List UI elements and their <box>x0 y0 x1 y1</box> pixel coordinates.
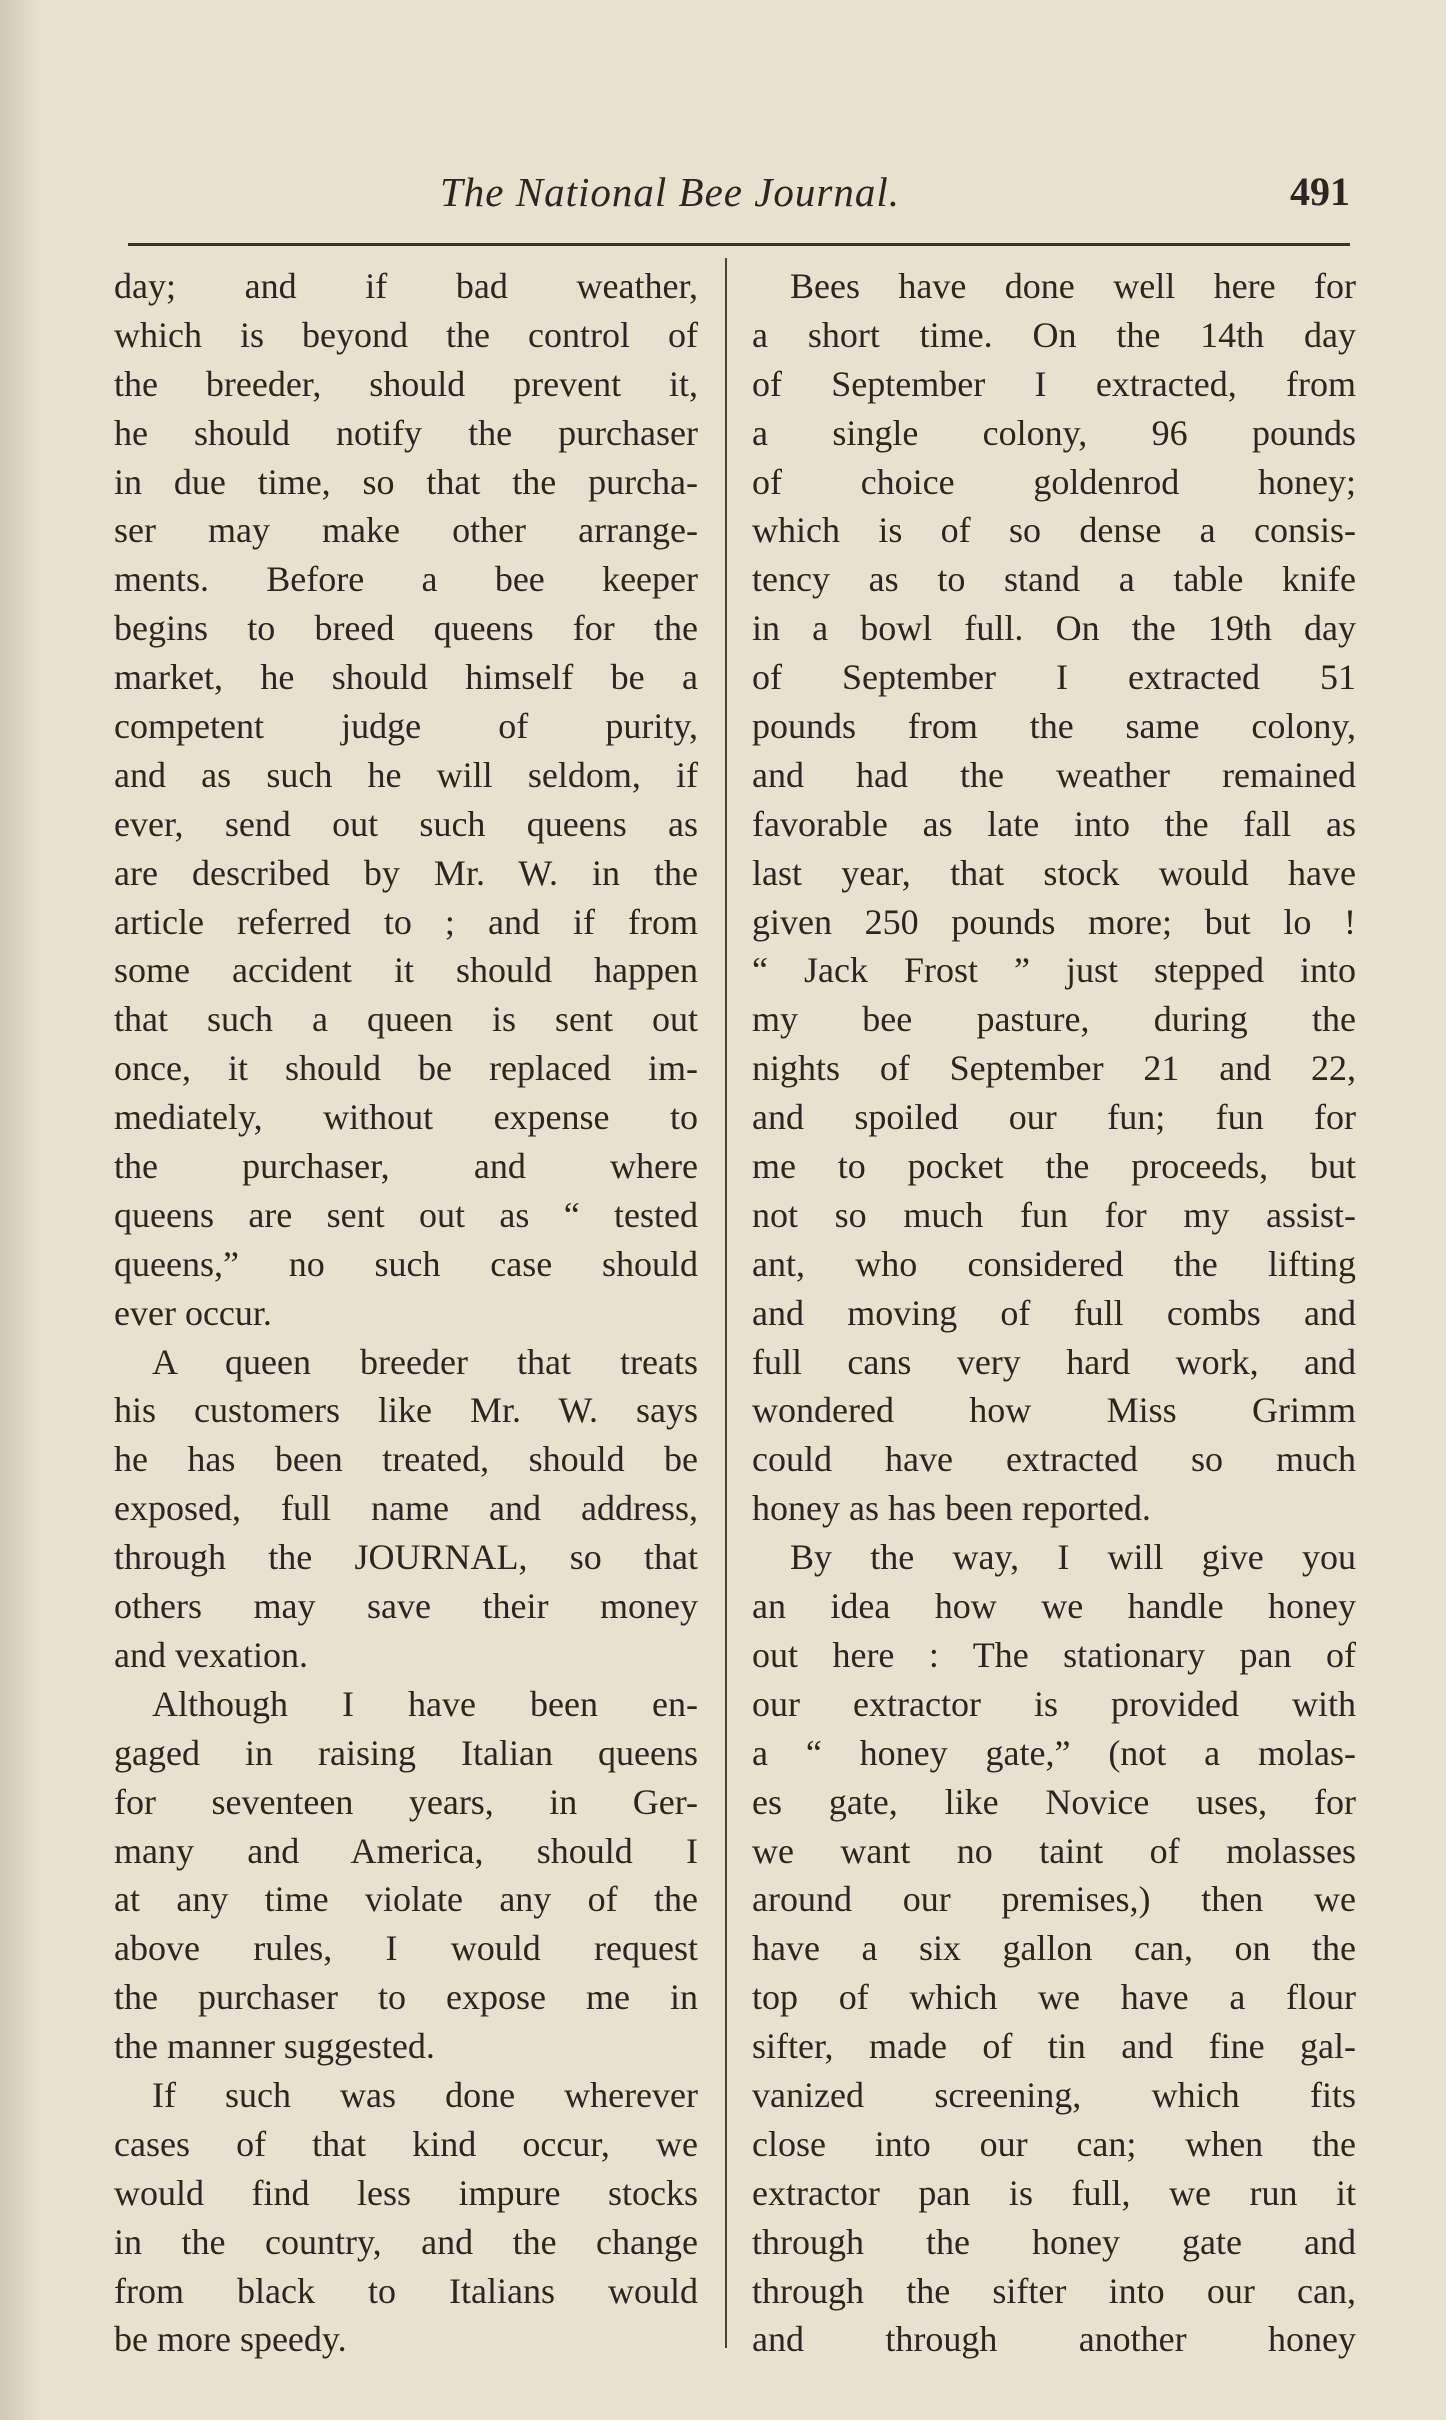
text-line: the breeder, should prevent it, <box>114 363 698 404</box>
text-line: queens,” no such case should <box>114 1243 698 1284</box>
text-line: a single colony, 96 pounds <box>752 412 1356 453</box>
text-line: and had the weather remained <box>752 754 1356 795</box>
text-line: around our premises,) then we <box>752 1879 1356 1920</box>
text-line: exposed, full name and address, <box>114 1488 698 1529</box>
text-line: ser may make other arrange- <box>114 510 698 551</box>
text-line: above rules, I would request <box>114 1928 698 1969</box>
text-line: nights of September 21 and 22, <box>752 1048 1356 1089</box>
text-line: By the way, I will give you <box>790 1537 1356 1578</box>
text-line: my bee pasture, during the <box>752 999 1356 1040</box>
text-line: of choice goldenrod honey; <box>752 461 1356 502</box>
text-line: and vexation. <box>114 1634 308 1675</box>
text-line: given 250 pounds more; but lo ! <box>752 901 1356 942</box>
text-line: of September I extracted, from <box>752 363 1356 404</box>
text-line: ever, send out such queens as <box>114 803 698 844</box>
text-line: market, he should himself be a <box>114 657 698 698</box>
text-line: close into our can; when the <box>752 2123 1356 2164</box>
text-line: me to pocket the proceeds, but <box>752 1146 1356 1187</box>
journal-title: The National Bee Journal. <box>440 169 901 215</box>
text-line: his customers like Mr. W. says <box>114 1390 698 1431</box>
text-line: he has been treated, should be <box>114 1439 698 1480</box>
text-line: last year, that stock would have <box>752 852 1356 893</box>
text-line: mediately, without expense to <box>114 1097 698 1138</box>
text-line: could have extracted so much <box>752 1439 1356 1480</box>
text-line: others may save their money <box>114 1586 698 1627</box>
text-line: pounds from the same colony, <box>752 706 1356 747</box>
text-line: and through another honey <box>752 2319 1356 2360</box>
text-line: our extractor is provided with <box>752 1683 1356 1724</box>
text-line: competent judge of purity, <box>114 706 698 747</box>
running-head <box>110 168 1350 228</box>
text-line: not so much fun for my assist- <box>752 1194 1356 1235</box>
text-line: article referred to ; and if from <box>114 901 698 942</box>
text-line: Bees have done well here for <box>790 266 1356 306</box>
text-line: through the sifter into our can, <box>752 2270 1356 2311</box>
text-line: tency as to stand a table knife <box>752 559 1356 600</box>
text-line: through the honey gate and <box>752 2221 1356 2262</box>
text-line: extractor pan is full, we run it <box>752 2172 1356 2213</box>
text-line: we want no taint of molasses <box>752 1830 1356 1871</box>
right-column <box>752 262 1356 2364</box>
text-line: ments. Before a bee keeper <box>114 559 698 600</box>
text-line: are described by Mr. W. in the <box>114 852 698 893</box>
page-number: 491 <box>1290 169 1350 214</box>
page-edge-shadow <box>0 0 40 2420</box>
text-line: out here : The stationary pan of <box>752 1634 1356 1675</box>
text-line: in a bowl full. On the 19th day <box>752 608 1356 649</box>
text-line: the manner suggested. <box>114 2026 435 2067</box>
text-line: begins to breed queens for the <box>114 608 698 649</box>
text-line: full cans very hard work, and <box>752 1341 1356 1382</box>
text-line: and moving of full combs and <box>752 1292 1356 1333</box>
text-line: would find less impure stocks <box>114 2172 698 2213</box>
text-line: which is of so dense a consis- <box>752 510 1356 551</box>
text-line: day; and if bad weather, <box>114 266 698 306</box>
text-line: sifter, made of tin and fine gal- <box>752 2026 1356 2067</box>
text-line: vanized screening, which fits <box>752 2074 1356 2115</box>
text-line: of September I extracted 51 <box>752 657 1356 698</box>
text-line: for seventeen years, in Ger- <box>114 1781 698 1822</box>
text-line: a “ honey gate,” (not a molas- <box>752 1732 1356 1773</box>
text-line: gaged in raising Italian queens <box>114 1732 698 1773</box>
text-line: favorable as late into the fall as <box>752 803 1356 844</box>
text-line: an idea how we handle honey <box>752 1586 1356 1627</box>
column-divider <box>725 258 727 2348</box>
text-line: from black to Italians would <box>114 2270 698 2311</box>
text-line: have a six gallon can, on the <box>752 1928 1356 1969</box>
text-line: in the country, and the change <box>114 2221 698 2262</box>
text-line: If such was done wherever <box>152 2074 698 2115</box>
text-line: honey as has been reported. <box>752 1488 1151 1529</box>
text-line: in due time, so that the purcha- <box>114 461 698 502</box>
text-line: which is beyond the control of <box>114 314 698 355</box>
text-line: cases of that kind occur, we <box>114 2123 698 2164</box>
header-rule <box>128 243 1350 246</box>
text-line: at any time violate any of the <box>114 1879 698 1920</box>
text-line: A queen breeder that treats <box>152 1341 698 1382</box>
text-line: top of which we have a flour <box>752 1977 1356 2018</box>
text-line: the purchaser to expose me in <box>114 1977 698 2018</box>
text-line: once, it should be replaced im- <box>114 1048 698 1089</box>
text-line: es gate, like Novice uses, for <box>752 1781 1356 1822</box>
text-line: the purchaser, and where <box>114 1146 698 1187</box>
text-line: Although I have been en- <box>152 1683 698 1724</box>
text-line: through the JOURNAL, so that <box>114 1537 698 1578</box>
text-line: “ Jack Frost ” just stepped into <box>752 950 1356 991</box>
text-line: and spoiled our fun; fun for <box>752 1097 1356 1138</box>
text-line: he should notify the purchaser <box>114 412 698 453</box>
text-line: ever occur. <box>114 1292 272 1333</box>
left-column <box>114 262 698 2364</box>
text-line: ant, who considered the lifting <box>752 1243 1356 1284</box>
text-line: that such a queen is sent out <box>114 999 698 1040</box>
text-line: a short time. On the 14th day <box>752 314 1356 355</box>
text-line: some accident it should happen <box>114 950 698 991</box>
text-line: be more speedy. <box>114 2319 347 2360</box>
text-line: queens are sent out as “ tested <box>114 1194 698 1235</box>
text-line: many and America, should I <box>114 1830 698 1871</box>
text-line: and as such he will seldom, if <box>114 754 698 795</box>
text-line: wondered how Miss Grimm <box>752 1390 1356 1431</box>
